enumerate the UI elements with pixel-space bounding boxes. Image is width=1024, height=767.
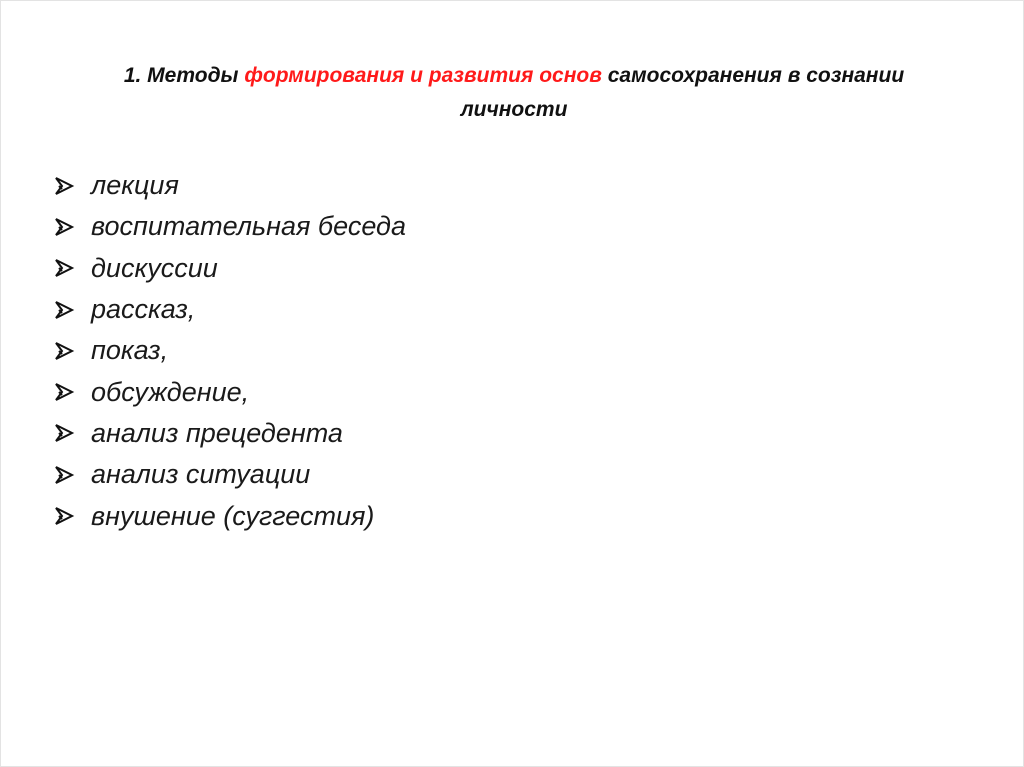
arrow-check-bullet-icon [53, 216, 75, 238]
list-item-label: внушение (суггестия) [91, 500, 375, 531]
list-item [53, 371, 406, 412]
list-item [53, 165, 406, 206]
list-item-label: лекция [91, 170, 179, 201]
list-item-label: рассказ, [91, 294, 196, 325]
arrow-check-bullet-icon [53, 175, 75, 197]
list-item-label: анализ прецедента [91, 417, 343, 448]
arrow-check-bullet-icon [53, 340, 75, 362]
list-item [53, 495, 406, 536]
arrow-check-bullet-icon [53, 299, 75, 321]
title-part-1: 1. Методы [123, 64, 245, 87]
methods-list [53, 165, 406, 537]
list-item-label: показ, [91, 335, 169, 366]
title-part-3: самосохранения в сознании личности [460, 64, 905, 121]
title-accent-text: формирования и развития основ [244, 64, 602, 87]
arrow-check-bullet-icon [53, 422, 75, 444]
arrow-check-bullet-icon [53, 505, 75, 527]
list-item [53, 454, 406, 495]
arrow-check-bullet-icon [53, 464, 75, 486]
list-item-label: анализ ситуации [91, 459, 311, 490]
list-item-label: дискуссии [91, 252, 218, 283]
list-item [53, 413, 406, 454]
arrow-check-bullet-icon [53, 257, 75, 279]
list-item-label: воспитательная беседа [91, 211, 406, 242]
list-item [53, 248, 406, 289]
list-item [53, 206, 406, 247]
list-item-label: обсуждение, [91, 376, 250, 407]
arrow-check-bullet-icon [53, 381, 75, 403]
slide-title [81, 59, 947, 127]
list-item [53, 330, 406, 371]
list-item [53, 289, 406, 330]
